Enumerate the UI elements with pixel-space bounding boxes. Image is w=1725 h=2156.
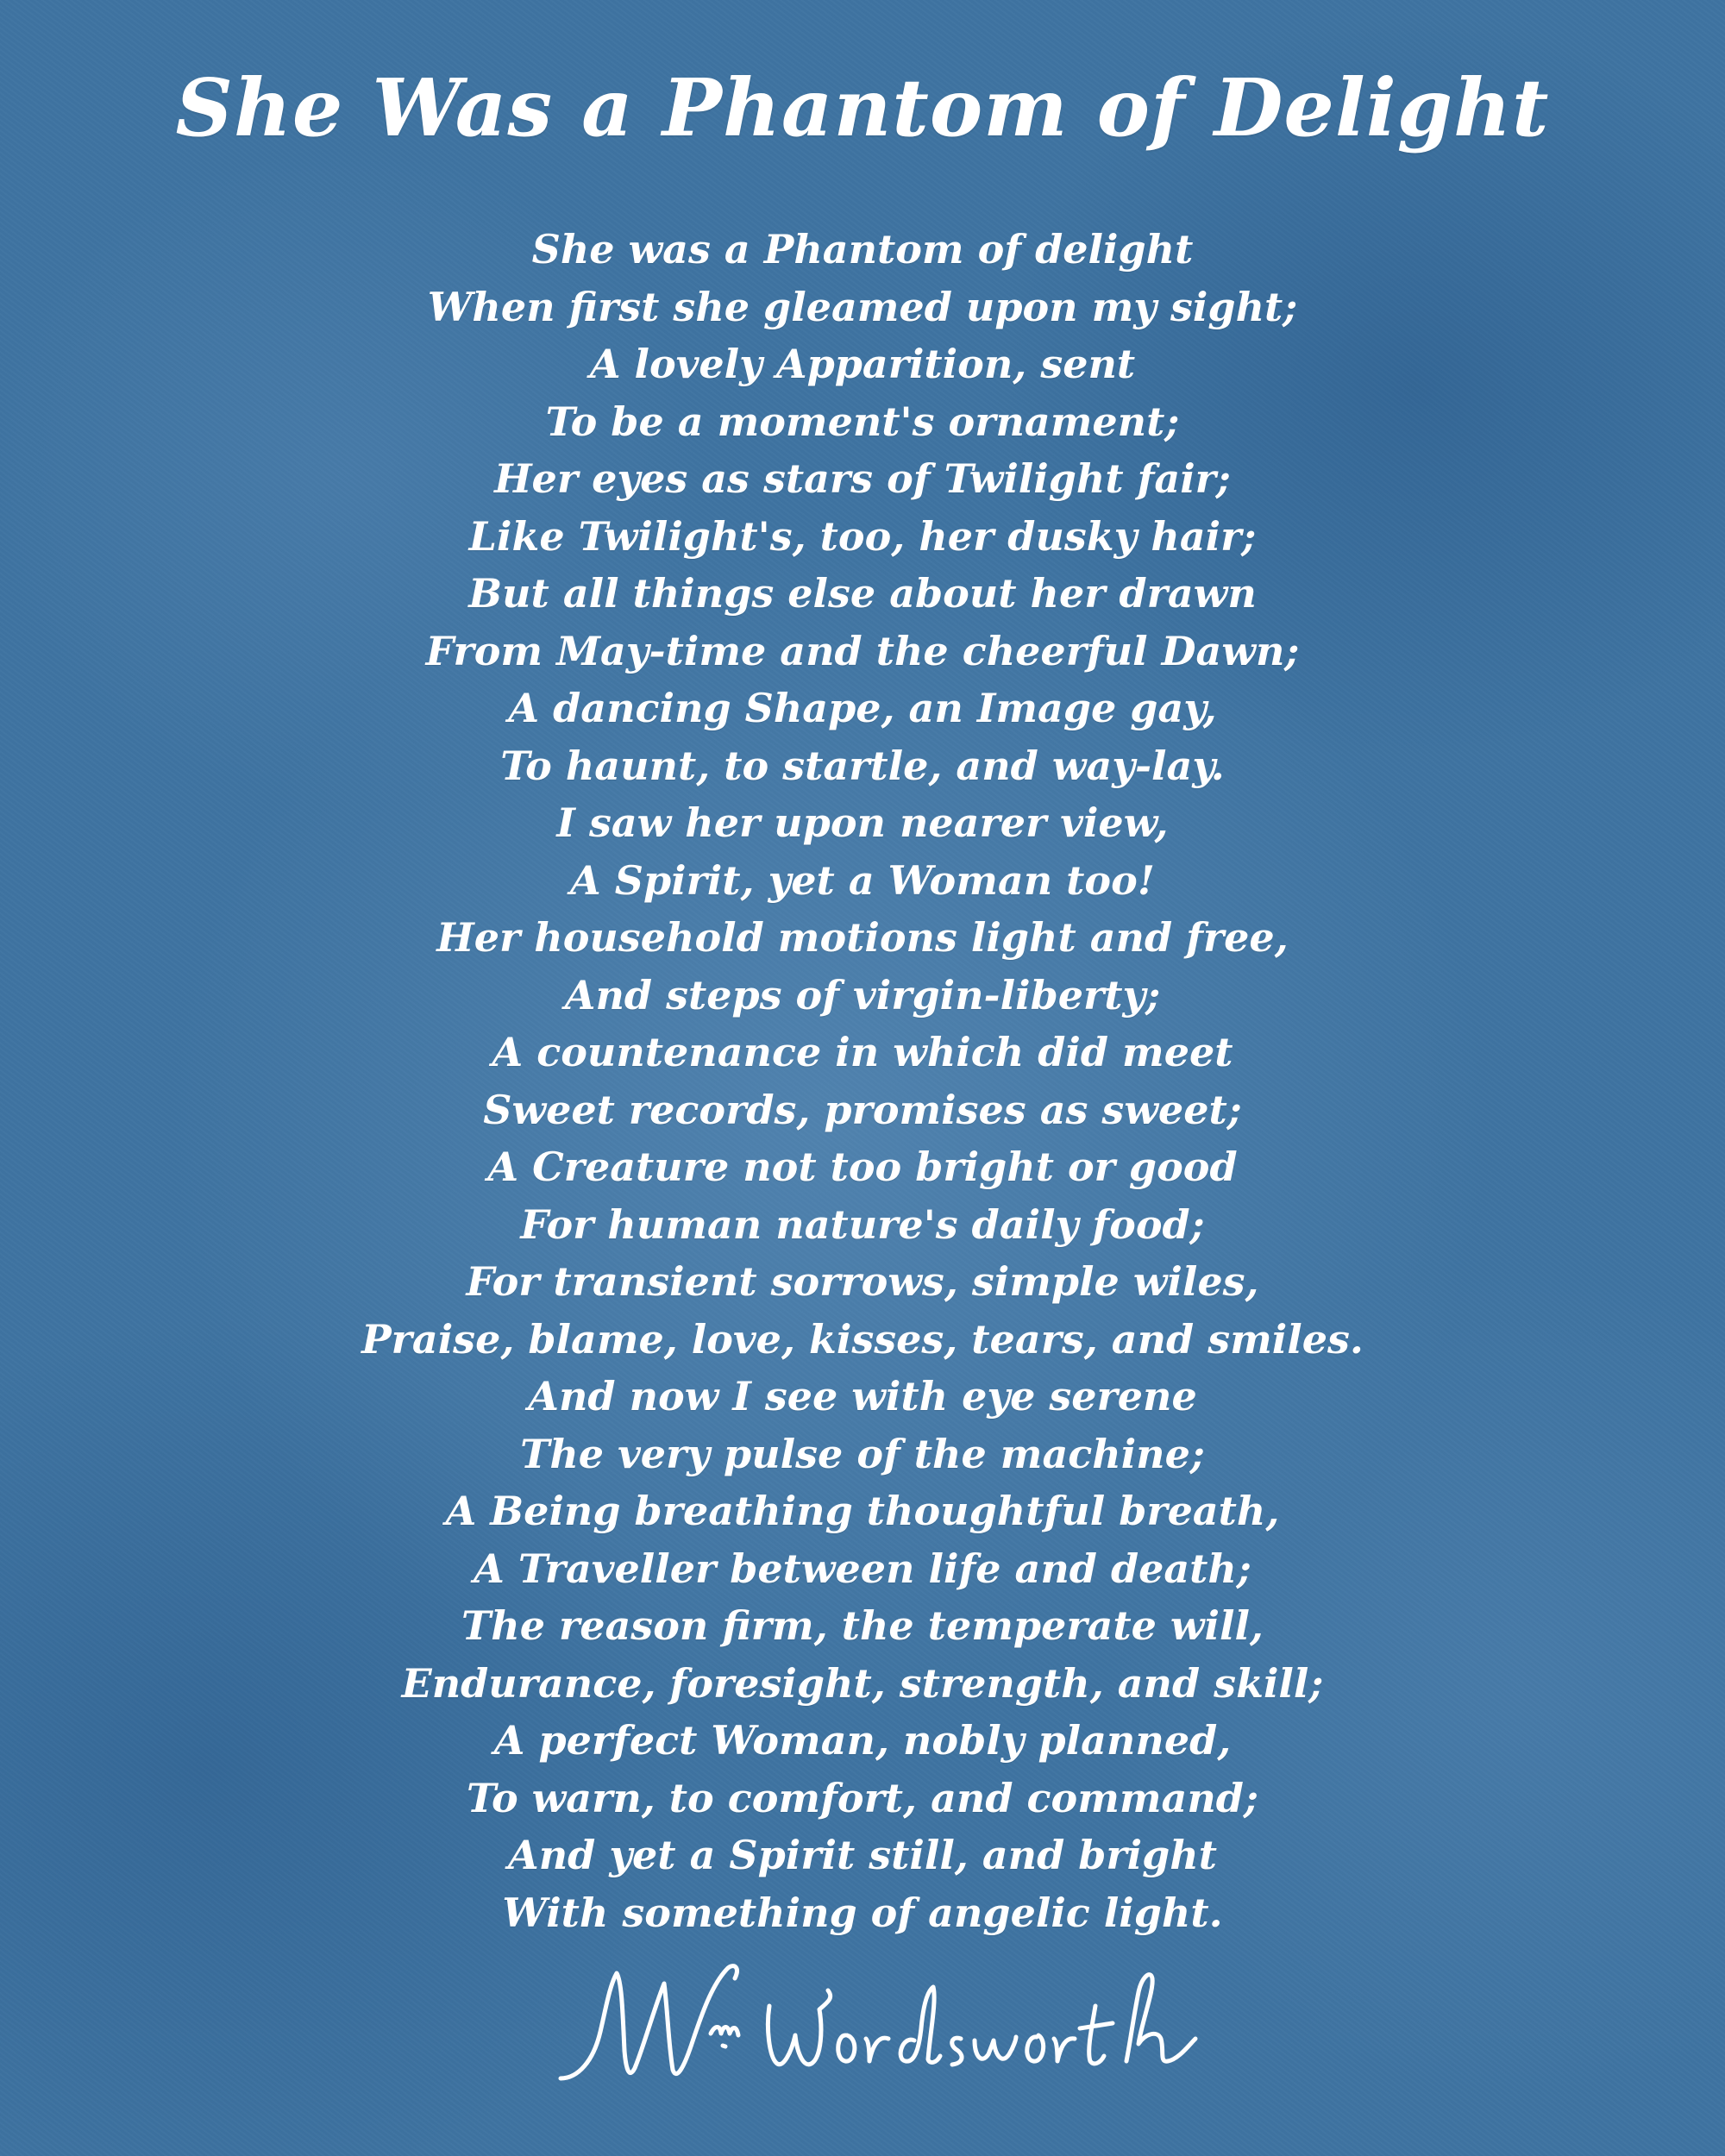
poem-line: Her household motions light and free, <box>436 914 1289 961</box>
poem-title: She Was a Phantom of Delight <box>175 61 1550 154</box>
poem-line: Endurance, foresight, strength, and skill; <box>401 1659 1324 1707</box>
poem-line: A countenance in which did meet <box>492 1029 1233 1075</box>
poem-line: The reason firm, the temperate will, <box>461 1602 1264 1649</box>
poem-line: With something of angelic light. <box>502 1889 1223 1936</box>
poem-line: She was a Phantom of delight <box>531 226 1194 273</box>
poem-line: When first she gleamed upon my sight; <box>427 283 1298 330</box>
poem-line: A perfect Woman, nobly planned, <box>493 1717 1232 1764</box>
poem-line: A dancing Shape, an Image gay, <box>508 685 1217 731</box>
poem-line: To haunt, to startle, and way-lay. <box>500 742 1225 789</box>
signature <box>543 1949 1199 2096</box>
poem-line: A Creature not too bright or good <box>487 1144 1238 1190</box>
poem-body <box>0 221 1725 1941</box>
poem-line: Like Twilight's, too, her dusky hair; <box>468 512 1257 560</box>
poem-line: And steps of virgin-liberty; <box>564 971 1161 1018</box>
poem-line: And now I see with eye serene <box>528 1373 1197 1420</box>
poem-line: For transient sorrows, simple wiles, <box>466 1258 1259 1305</box>
poem-line: A Being breathing thoughtful breath, <box>445 1488 1280 1534</box>
poem-line: But all things else about her drawn <box>468 570 1257 617</box>
poem-line: Sweet records, promises as sweet; <box>483 1086 1242 1133</box>
poem-line: A Traveller between life and death; <box>474 1545 1251 1592</box>
poem-line: From May-time and the cheerful Dawn; <box>425 627 1300 674</box>
poem-line: And yet a Spirit still, and bright <box>508 1832 1217 1878</box>
poem-line: A Spirit, yet a Woman too! <box>570 856 1155 904</box>
poem-line: Praise, blame, love, kisses, tears, and smiles. <box>361 1315 1364 1363</box>
poem-line: The very pulse of the machine; <box>520 1430 1205 1477</box>
poem-line: To warn, to comfort, and command; <box>467 1774 1258 1821</box>
poem-line: Her eyes as stars of Twilight fair; <box>494 455 1231 502</box>
poem-line: A lovely Apparition, sent <box>589 341 1136 387</box>
poem-line: I saw her upon nearer view, <box>556 799 1169 846</box>
poem-line: To be a moment's ornament; <box>545 398 1180 445</box>
poem-line: For human nature's daily food; <box>520 1200 1205 1248</box>
